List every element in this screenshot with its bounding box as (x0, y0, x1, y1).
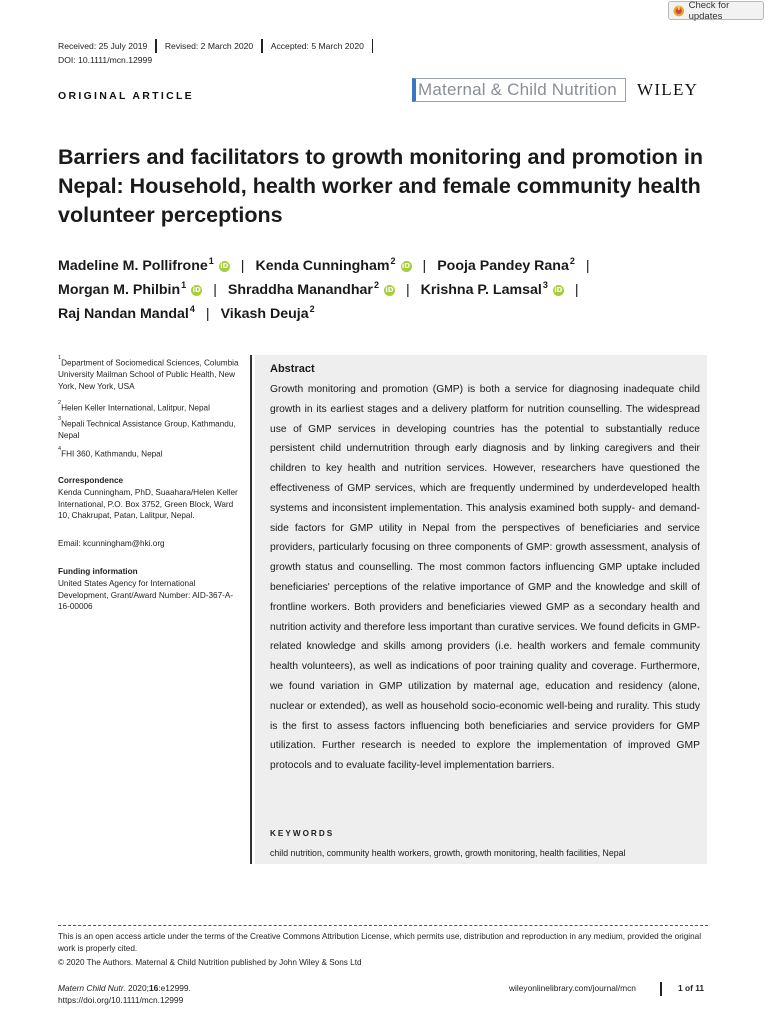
orcid-icon[interactable]: iD (385, 285, 394, 294)
author-line-3 (58, 306, 315, 322)
correspondence-text: Kenda Cunningham, PhD, Suaahara/Helen Keller International, P.O. Box 3752, Green Block, Ward 10, Chakrupat, Patan, Lalitpur, Nepal. (58, 488, 238, 521)
copyright-text: © 2020 The Authors. Maternal & Child Nutrition published by John Wiley & Sons Ltd (58, 958, 362, 967)
article-title: Barriers and facilitators to growth monitoring and promotion in Nepal: Household, health worker and female community health volunteer perceptions (58, 145, 704, 227)
author-separator: | (213, 282, 217, 298)
funding-heading: Funding information (58, 567, 138, 576)
correspondence-email[interactable]: Email: kcunningham@hki.org (58, 539, 165, 548)
check-updates-label: Check for updates (688, 0, 730, 22)
author[interactable]: Raj Nandan Mandal $^4$ (58, 304, 195, 322)
footer-divider (58, 925, 708, 926)
author-line-2 (58, 282, 590, 298)
abstract-rule (250, 355, 252, 864)
history-dates (58, 39, 381, 53)
author[interactable]: Morgan M. Philbin $^1$ iD (58, 280, 201, 298)
author[interactable]: Krishna P. Lamsal $^3$ iD (420, 280, 563, 298)
citation-doi-link[interactable]: https://doi.org/10.1111/mcn.12999 (58, 994, 184, 1005)
keywords-text: child nutrition, community health workers, growth, growth monitoring, health facilities, Nepal (270, 848, 626, 858)
publisher-logo: WILEY (637, 80, 699, 99)
affiliation: $^4$FHI 360, Kathmandu, Nepal (58, 446, 163, 459)
keywords-heading: KEYWORDS (270, 829, 335, 838)
affiliation: $^1$Department of Sociomedical Sciences, Columbia University Mailman School of Public Health, New York, New York, USA (58, 355, 239, 391)
divider (155, 39, 157, 53)
received-date: Received: 25 July 2019 (58, 41, 148, 51)
journal-logo: Maternal & Child Nutrition (418, 80, 617, 99)
check-for-updates-button[interactable] (668, 1, 764, 20)
journal-citation: Matern Child Nutr. 2020;16:e12999. https://doi.org/10.1111/mcn.12999 (58, 983, 191, 1005)
author[interactable]: Shraddha Manandhar $^2$ iD (227, 280, 394, 298)
author-separator: | (585, 258, 590, 274)
funding-text: United States Agency for International Development, Grant/Award Number: AID-367-A-16-00006 (58, 579, 234, 612)
author[interactable]: Madeline M. Pollifrone $^1$ iD (58, 256, 229, 274)
journal-site-link[interactable]: wileyonlinelibrary.com/journal/mcn (509, 983, 636, 993)
affiliation: $^2$Helen Keller International, Lalitpur, Nepal (58, 400, 210, 413)
orcid-icon[interactable]: iD (192, 285, 201, 294)
author[interactable]: Kenda Cunningham $^2$ iD (255, 256, 411, 274)
author-separator: | (422, 258, 427, 274)
divider (261, 39, 263, 53)
orcid-icon[interactable]: iD (554, 285, 563, 294)
check-updates-icon (673, 5, 685, 17)
abstract-text: Growth monitoring and promotion (GMP) is both a service for diagnosing inadequate child growth in its earliest stages and a delivery platform for nutrition counselling. The widespread use of GMP services in developing countries has the potential to substantially reduce persistent child undernutrition through early diagnosis and by linking caregivers and their children to key health and nutrition services. However, researchers have questioned the effectiveness of GMP services, which are frequently undermined by underdeveloped health systems and inconsistent implementation. This analysis examined both supply- and demand-side factors for GMP utility in Nepal from the perspectives of beneficiaries and service providers, particularly focusing on three components of GMP: growth assessment, analysis of growth status and counselling. The most common factors influencing GMP uptake included beneficiaries' perceptions of the relative importance of GMP and the knowledge and skill of frontline workers. Both providers and beneficiaries viewed GMP as a secondary health and nutrition activity and therefore less important than curative services. We found deficits in GMP-related knowledge and skills among providers (i.e. health workers and female community health volunteers), as well as indications of poor training quality and coverage. Furthermore, we found variation in GMP utilization by maternal age, education and residency (alone, nuclear or extended), as well as household socio-economic well-being and rurality. This study is the first to assess factors influencing both beneficiaries and service providers for GMP utilization. Further research is needed to explore the implementation of improved GMP protocols and to evaluate facility-level implementation barriers. (270, 384, 700, 772)
author-separator: | (240, 258, 245, 274)
affiliation: $^3$Nepali Technical Assistance Group, Kathmandu, Nepal (58, 416, 236, 441)
author-separator: | (574, 282, 579, 298)
orcid-icon[interactable]: iD (220, 261, 229, 270)
author-separator: | (405, 282, 410, 298)
article-type: ORIGINAL ARTICLE (58, 90, 194, 102)
author-separator: | (205, 306, 210, 322)
author-line-1 (58, 258, 601, 274)
abstract-heading: Abstract (270, 363, 315, 375)
divider (372, 39, 374, 53)
page-number: 1 of 11 (678, 983, 705, 993)
doi: DOI: 10.1111/mcn.12999 (58, 55, 153, 65)
revised-date: Revised: 2 March 2020 (164, 41, 254, 51)
author[interactable]: Pooja Pandey Rana $^2$ (437, 256, 575, 274)
correspondence-heading: Correspondence (58, 476, 124, 485)
divider (660, 982, 662, 996)
author[interactable]: Vikash Deuja $^2$ (220, 304, 315, 322)
orcid-icon[interactable]: iD (401, 261, 411, 270)
accepted-date: Accepted: 5 March 2020 (270, 41, 364, 51)
license-text: This is an open access article under the terms of the Creative Commons Attribution License, which permits use, distribution and reproduction in any medium, provided the original work is properly cited. (58, 932, 702, 953)
